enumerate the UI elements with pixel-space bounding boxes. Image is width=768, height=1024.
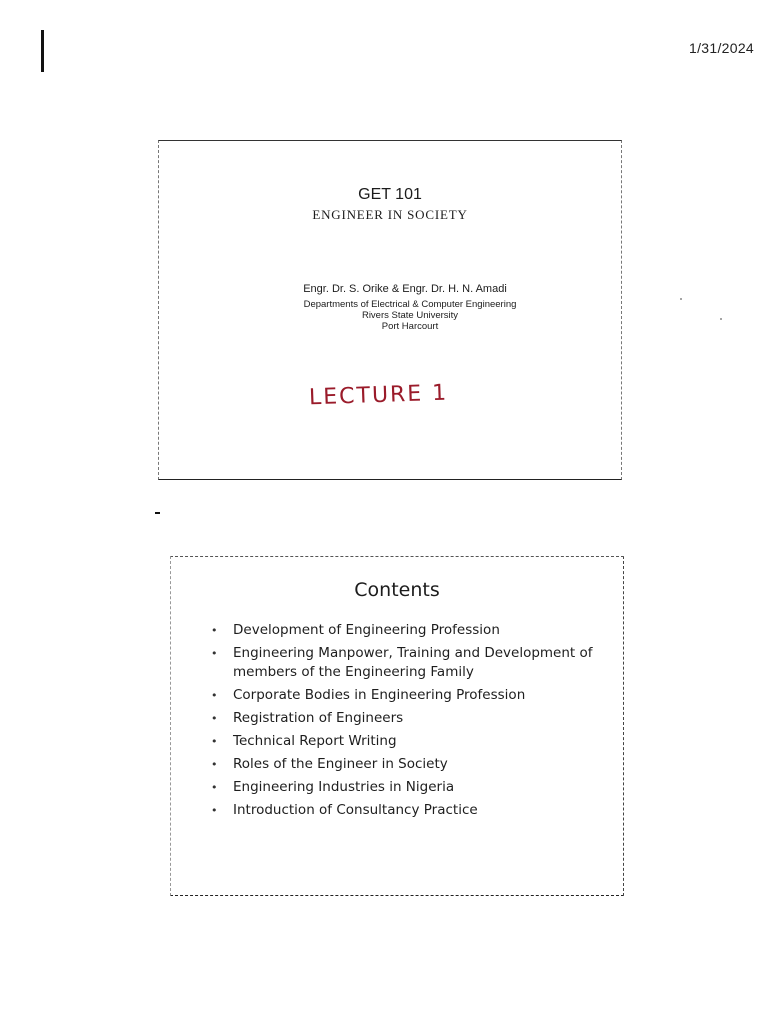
handwritten-lecture-note: LECTURE 1 [308,380,449,411]
list-item [209,709,593,728]
title-slide [158,140,622,480]
scan-speck [680,298,682,300]
bullet-icon: • [211,647,218,660]
list-item-text: Engineering Manpower, Training and Development of members of the Engineering Family [233,645,593,680]
bullet-icon: • [211,712,218,725]
list-item-text: Engineering Industries in Nigeria [233,779,455,795]
bullet-icon: • [211,758,218,771]
list-item [209,644,593,682]
list-item-text: Roles of the Engineer in Society [233,756,448,772]
bullet-icon: • [211,689,218,702]
university: Rivers State University [361,310,459,321]
scan-edge-mark [41,30,44,72]
list-item [209,621,593,640]
bullet-icon: • [211,804,218,817]
authors: Engr. Dr. S. Orike & Engr. Dr. H. N. Amadi [303,283,507,295]
list-item [209,801,593,820]
list-item [209,686,593,705]
list-item [209,778,593,797]
scan-speck [720,318,722,320]
city: Port Harcourt [381,321,439,332]
print-date: 1/31/2024 [689,40,754,56]
course-code: GET 101 [358,186,422,203]
list-item [209,755,593,774]
bullet-icon: • [211,781,218,794]
contents-list [209,621,593,824]
list-item-text: Technical Report Writing [233,733,397,749]
list-item-text: Development of Engineering Profession [233,622,500,638]
contents-slide [170,556,624,896]
bullet-icon: • [211,624,218,637]
list-item-text: Introduction of Consultancy Practice [233,802,478,818]
list-item-text: Corporate Bodies in Engineering Profession [233,687,526,703]
course-title: ENGINEER IN SOCIETY [312,207,468,222]
scan-dash-mark [155,512,160,514]
list-item-text: Registration of Engineers [233,710,404,726]
contents-title: Contents [354,579,440,601]
bullet-icon: • [211,735,218,748]
department: Departments of Electrical & Computer Engineering [303,299,517,310]
list-item [209,732,593,751]
